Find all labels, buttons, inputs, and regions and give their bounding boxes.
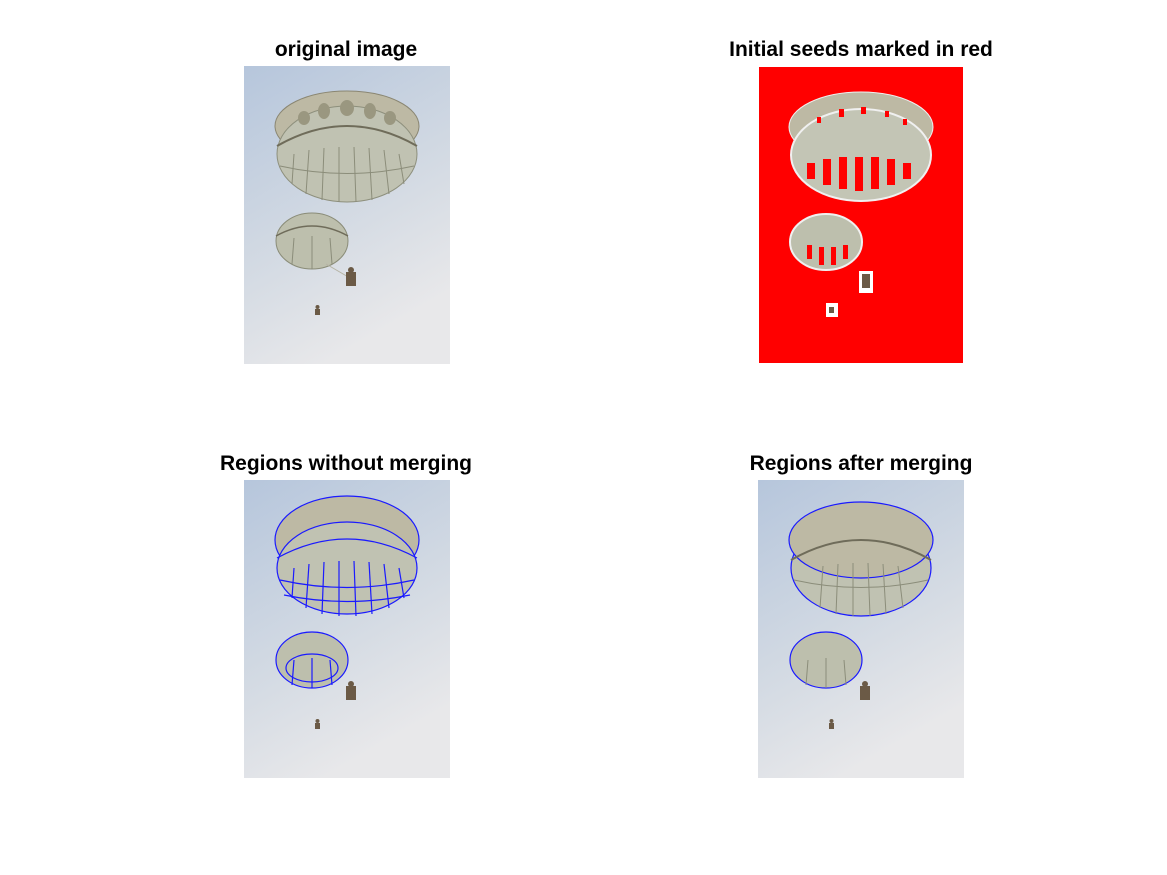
panel-title-no-merge: Regions without merging: [220, 452, 472, 475]
large-parachute: [789, 92, 933, 201]
paratrooper-2: [829, 719, 834, 729]
small-parachute: [276, 632, 348, 688]
large-parachute: [789, 502, 933, 616]
seed-image: [759, 67, 963, 363]
panel-title-seeds: Initial seeds marked in red: [729, 38, 993, 61]
panel-title-merged: Regions after merging: [749, 452, 973, 475]
paratrooper-2: [315, 305, 320, 315]
large-parachute: [275, 496, 419, 616]
original-image: [244, 66, 450, 364]
paratrooper-1: [859, 271, 873, 293]
small-parachute: [790, 214, 862, 270]
small-parachute: [790, 632, 862, 688]
paratrooper-2: [826, 303, 838, 317]
panel-title-original: original image: [274, 38, 418, 61]
regions-no-merge-image: [244, 480, 450, 778]
paratrooper-2: [315, 719, 320, 729]
regions-merged-image: [758, 480, 964, 778]
large-parachute: [275, 91, 419, 202]
